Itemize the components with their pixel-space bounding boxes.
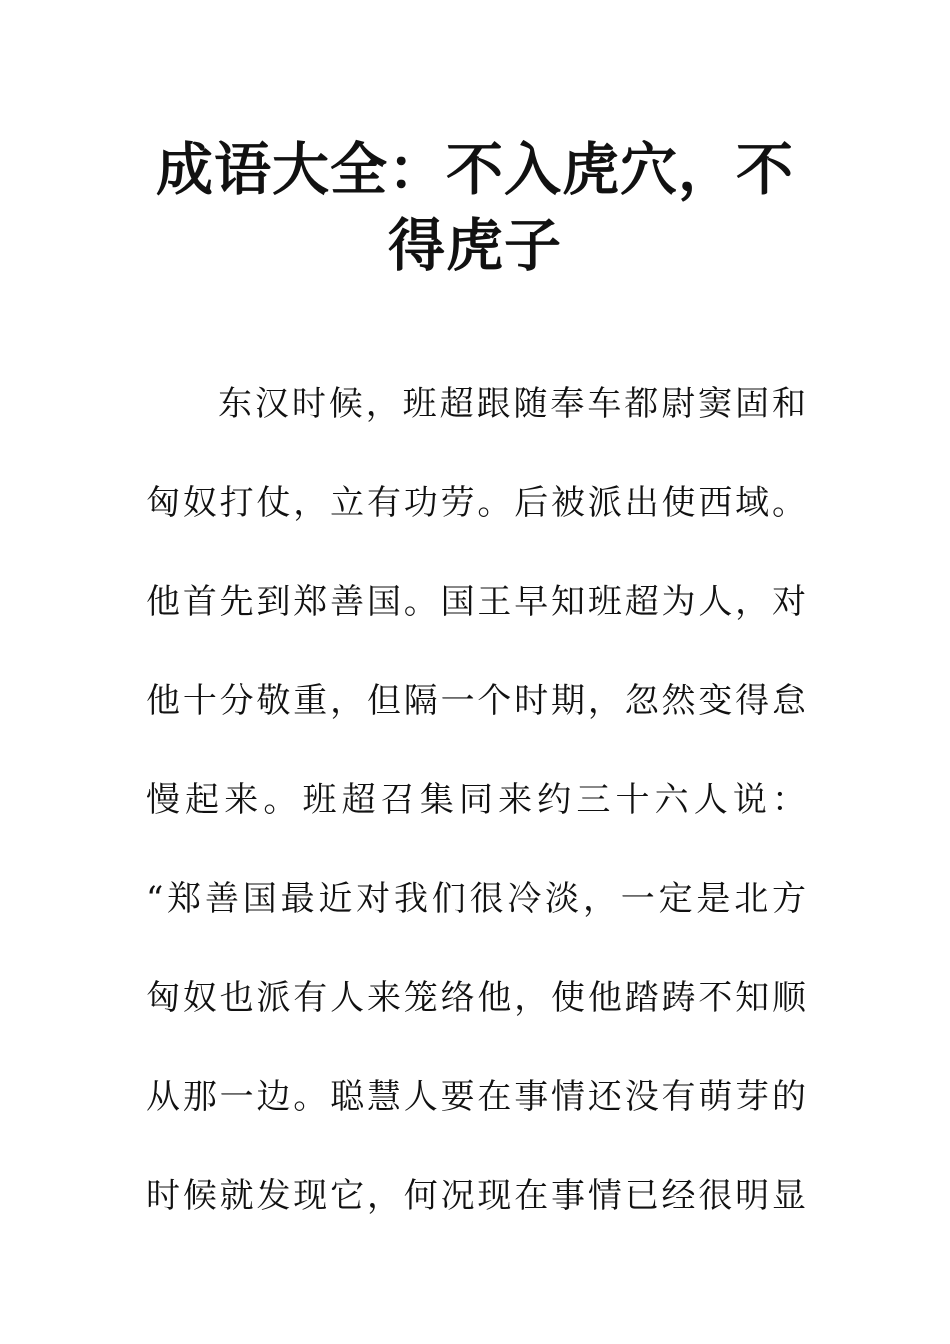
paragraph-line: 时候就发现它，何况现在事情已经很明显 bbox=[146, 1176, 808, 1216]
paragraph-line: 他十分敬重，但隔一个时期，忽然变得怠 bbox=[146, 681, 808, 721]
title-line-2: 得虎子 bbox=[388, 213, 562, 279]
page-title bbox=[150, 132, 800, 284]
paragraph-line: 他首先到郑善国。国王早知班超为人，对 bbox=[146, 582, 808, 622]
paragraph-line: “郑善国最近对我们很冷淡，一定是北方 bbox=[146, 879, 808, 919]
paragraph-line: 匈奴打仗，立有功劳。后被派出使西域。 bbox=[146, 483, 808, 523]
paragraph-line: 慢起来。班超召集同来约三十六人说： bbox=[146, 780, 808, 820]
paragraph-line: 匈奴也派有人来笼络他，使他踏踌不知顺 bbox=[146, 978, 808, 1018]
paragraph-line: 东汉时候，班超跟随奉车都尉窦固和 bbox=[218, 384, 808, 424]
paragraph-line: 从那一边。聪慧人要在事情还没有萌芽的 bbox=[146, 1077, 808, 1117]
article-body bbox=[146, 372, 808, 1263]
title-line-1: 成语大全：不入虎穴，不 bbox=[156, 137, 794, 203]
